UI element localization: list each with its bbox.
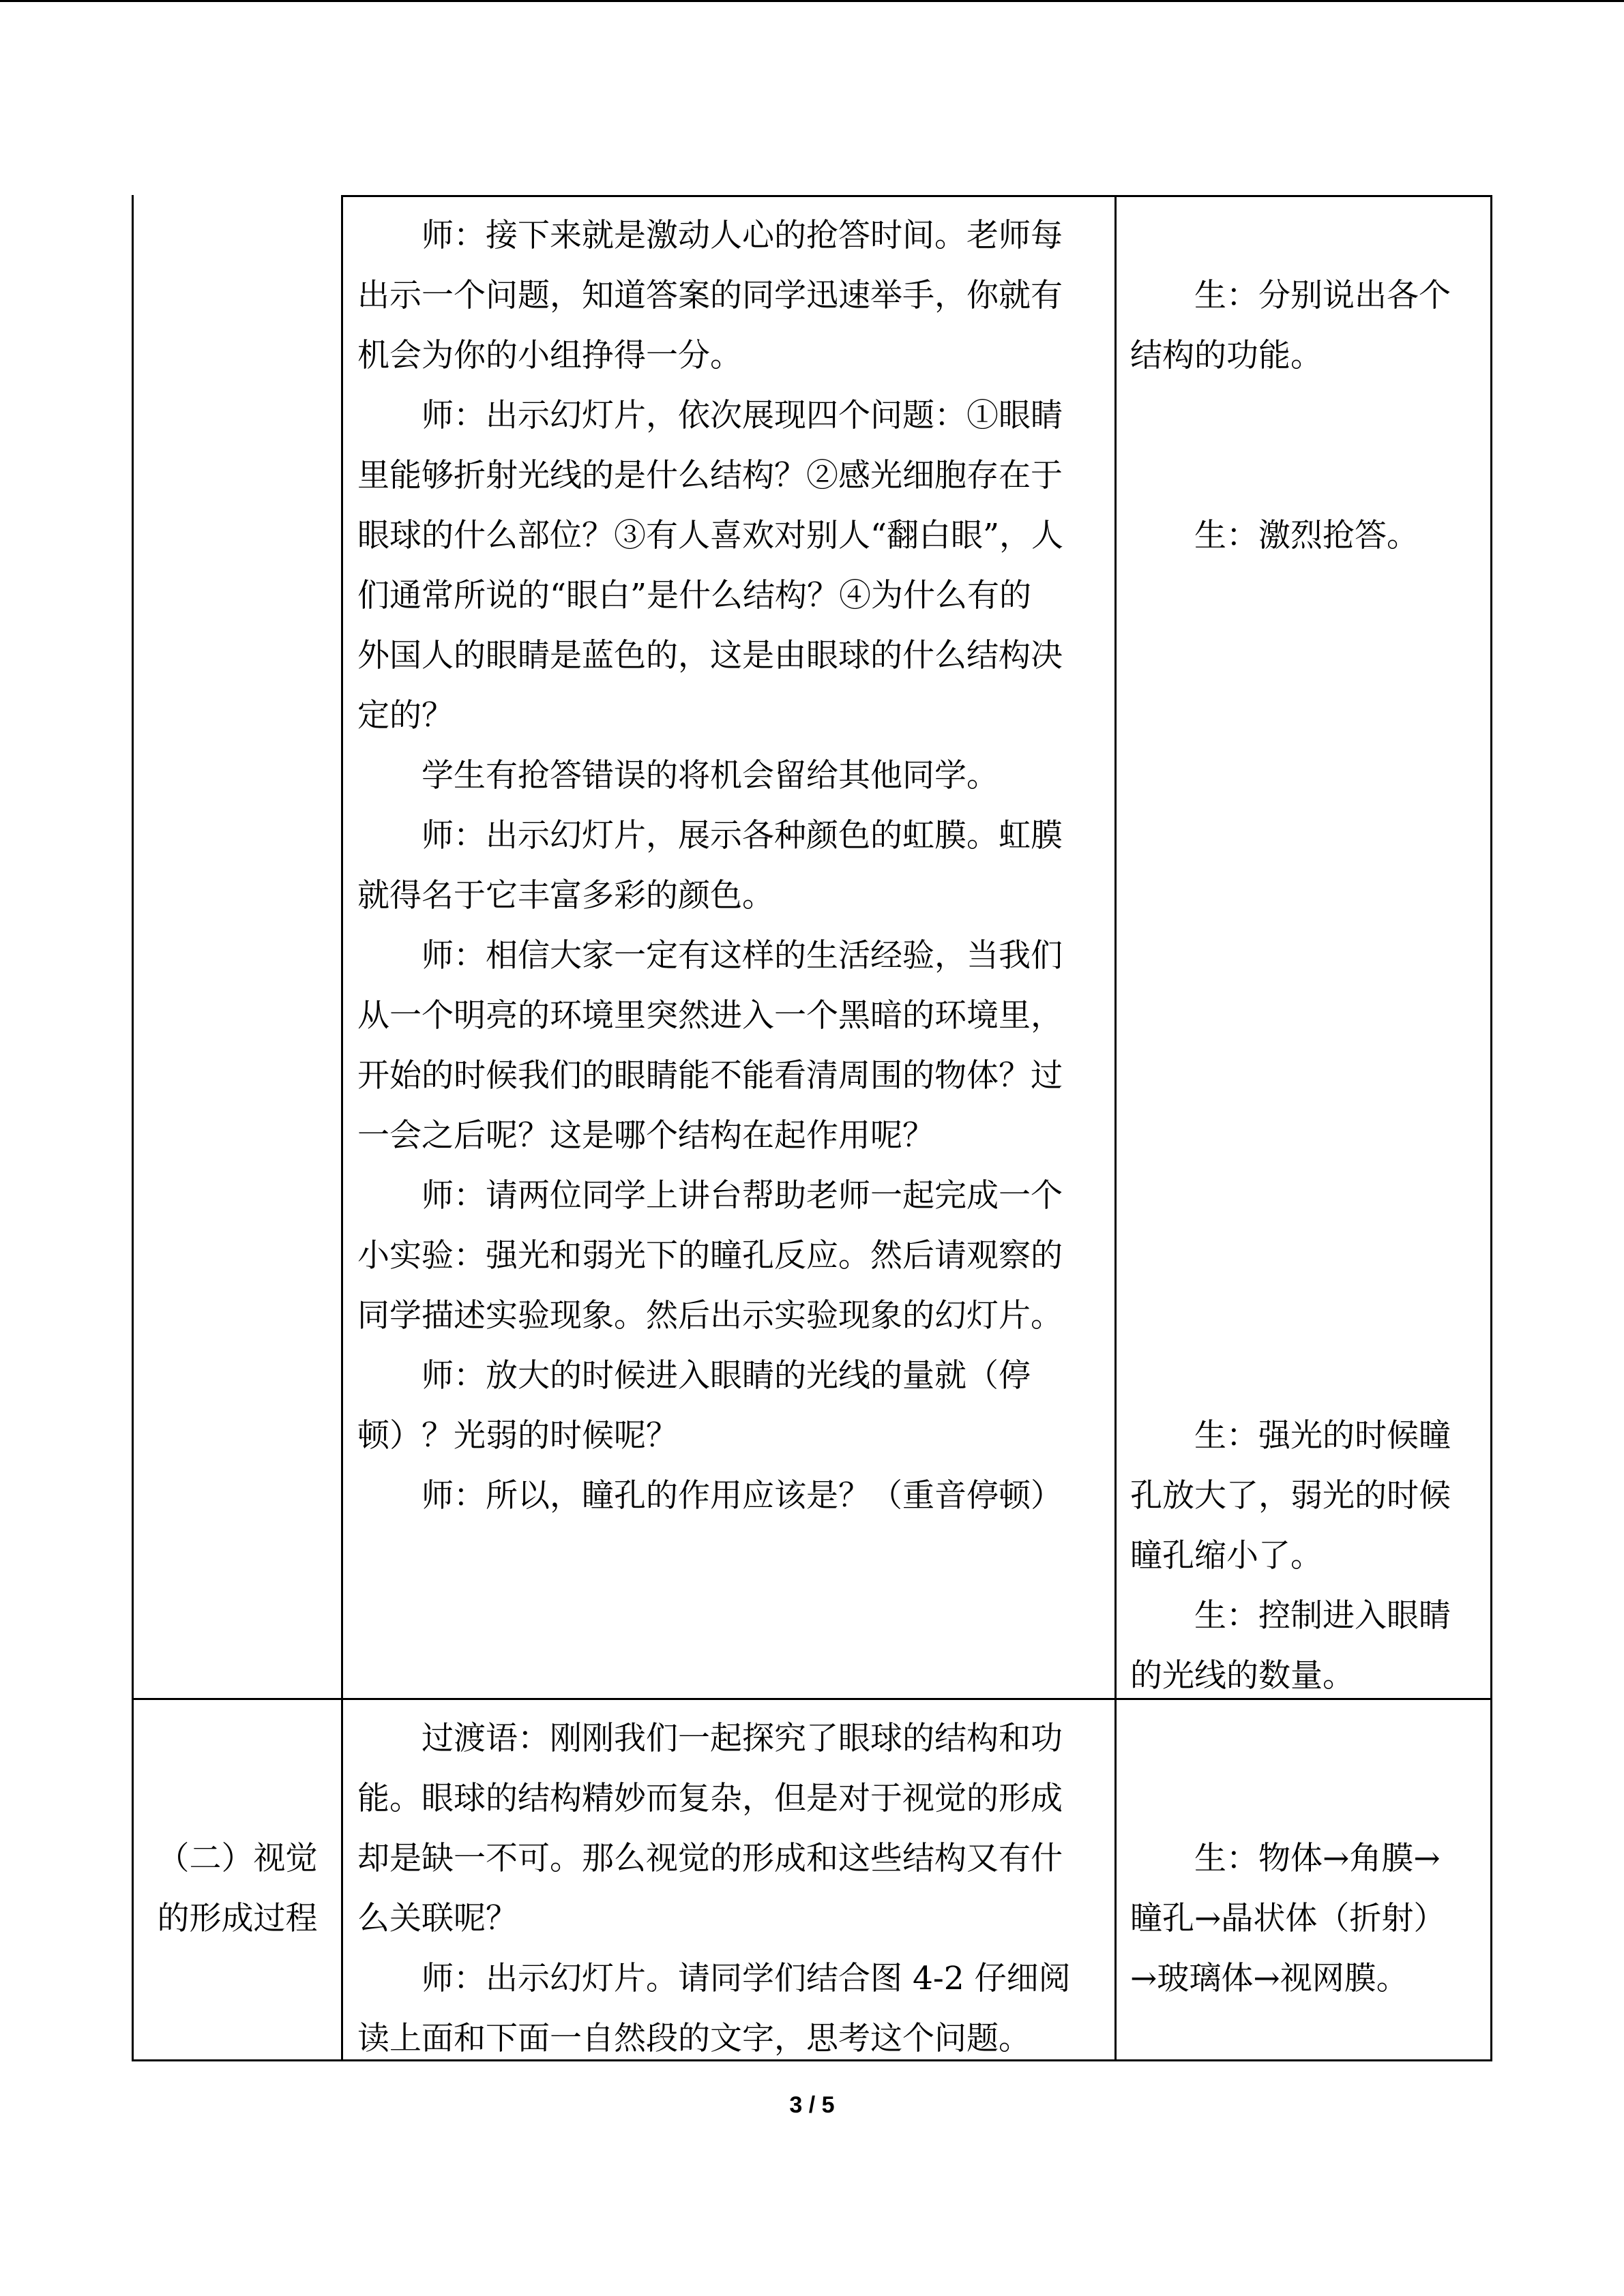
teacher-activity-cell	[341, 195, 1114, 1698]
text-line: 过渡语：刚刚我们一起探究了眼球的结构和功	[422, 1720, 1063, 1757]
text-line: 的光线的数量。	[1130, 1657, 1355, 1695]
text-line: 出示一个问题，知道答案的同学迅速举手，你就有	[357, 277, 1063, 314]
text-line: 从一个明亮的环境里突然进入一个黑暗的环境里，	[357, 997, 1063, 1034]
teacher-paragraph	[357, 1709, 1108, 1949]
text-line: 孔放大了，弱光的时候	[1130, 1477, 1451, 1515]
text-line: 定的？	[357, 697, 454, 734]
teacher-paragraph	[357, 206, 1108, 386]
text-line: 里能够折射光线的是什么结构？②感光细胞存在于	[357, 457, 1063, 494]
text-line: 机会为你的小组挣得一分。	[357, 337, 742, 374]
text-line: 师：接下来就是激动人心的抢答时间。老师每	[422, 217, 1063, 254]
text-line: （二）视觉	[157, 1840, 318, 1877]
text-line: 就得名于它丰富多彩的颜色。	[357, 877, 774, 914]
teacher-paragraph	[357, 746, 1108, 806]
teacher-paragraph	[357, 386, 1108, 746]
text-line: 一会之后呢？这是哪个结构在起作用呢？	[357, 1117, 934, 1154]
student-activity-cell	[1114, 195, 1492, 1698]
teacher-paragraph	[357, 1346, 1108, 1466]
text-line: 却是缺一不可。那么视觉的形成和这些结构又有什	[357, 1840, 1063, 1877]
stage-title	[134, 1829, 341, 1949]
text-line: 生：强光的时候瞳	[1194, 1417, 1451, 1455]
text-line: 师：出示幻灯片，依次展现四个问题：①眼睛	[422, 397, 1063, 434]
text-line: →玻璃体→视网膜。	[1130, 1960, 1408, 1997]
teacher-paragraph	[357, 926, 1108, 1166]
text-line: 生：控制进入眼睛	[1194, 1597, 1451, 1635]
page-number: 3 / 5	[789, 2092, 835, 2118]
text-line: 外国人的眼睛是蓝色的，这是由眼球的什么结构决	[357, 637, 1063, 674]
student-response	[1130, 506, 1485, 566]
text-line: 师：所以，瞳孔的作用应该是？（重音停顿）	[422, 1477, 1063, 1515]
text-line: 师：出示幻灯片，展示各种颜色的虹膜。虹膜	[422, 817, 1063, 854]
text-line: 能。眼球的结构精妙而复杂，但是对于视觉的形成	[357, 1780, 1063, 1817]
text-line: 么关联呢？	[357, 1900, 518, 1937]
text-line: 结构的功能。	[1130, 337, 1323, 374]
text-line: 瞳孔→晶状体（折射）	[1130, 1900, 1446, 1937]
teacher-paragraph	[357, 806, 1108, 926]
student-response	[1130, 266, 1485, 386]
table-row	[132, 1698, 1492, 2061]
text-line: 师：放大的时候进入眼睛的光线的量就（停	[422, 1357, 1031, 1395]
teacher-paragraph	[357, 1949, 1108, 2069]
text-line: 顿）？光弱的时候呢？	[357, 1417, 678, 1455]
text-line: 生：激烈抢答。	[1194, 517, 1419, 554]
text-line: 瞳孔缩小了。	[1130, 1537, 1323, 1575]
page-top-edge	[0, 0, 1624, 2]
student-activity-cell	[1114, 1698, 1492, 2061]
text-line: 小实验：强光和弱光下的瞳孔反应。然后请观察的	[357, 1237, 1063, 1274]
table-row	[132, 195, 1492, 1698]
text-line: 生：物体→角膜→	[1194, 1840, 1441, 1877]
stage-cell	[132, 195, 341, 1698]
student-response	[1130, 1586, 1485, 1706]
text-line: 师：相信大家一定有这样的生活经验，当我们	[422, 937, 1063, 974]
text-line: 们通常所说的“眼白”是什么结构？④为什么有的	[357, 577, 1032, 614]
text-line: 师：出示幻灯片。请同学们结合图 4-2 仔细阅	[422, 1960, 1071, 1997]
text-line: 开始的时候我们的眼睛能不能看清周围的物体？过	[357, 1057, 1063, 1094]
teacher-paragraph	[357, 1166, 1108, 1346]
teacher-activity-cell	[341, 1698, 1114, 2061]
text-line: 的形成过程	[157, 1900, 318, 1937]
text-line: 眼球的什么部位？③有人喜欢对别人“翻白眼”，人	[357, 517, 1064, 554]
lesson-table	[132, 195, 1492, 2061]
teacher-paragraph	[357, 1466, 1108, 1526]
text-line: 生：分别说出各个	[1194, 277, 1451, 314]
text-line: 师：请两位同学上讲台帮助老师一起完成一个	[422, 1177, 1063, 1214]
stage-cell	[132, 1698, 341, 2061]
student-response	[1130, 1829, 1485, 2009]
text-line: 同学描述实验现象。然后出示实验现象的幻灯片。	[357, 1297, 1063, 1335]
text-line: 读上面和下面一自然段的文字，思考这个问题。	[357, 2020, 1031, 2057]
student-response	[1130, 1406, 1485, 1586]
text-line: 学生有抢答错误的将机会留给其他同学。	[422, 757, 999, 794]
